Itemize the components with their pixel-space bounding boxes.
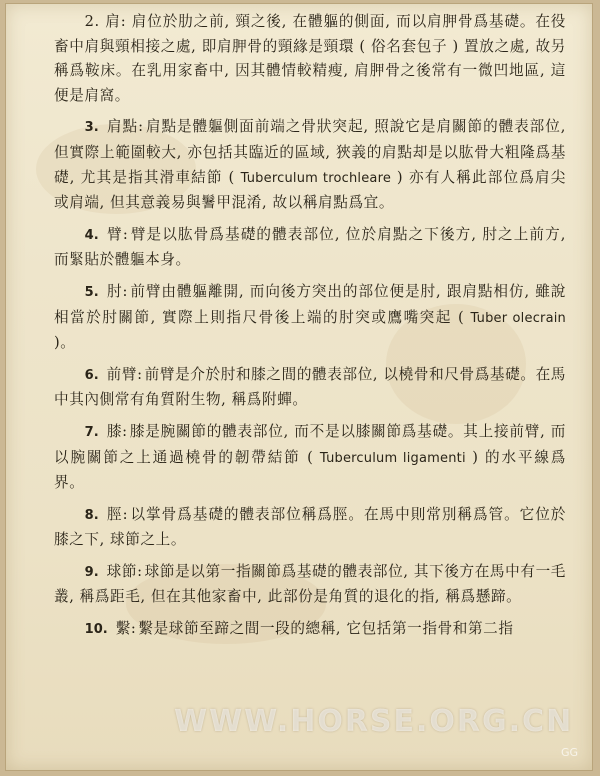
paragraph-text: 繫是球節至蹄之間一段的總稱, 它包括第一指骨和第二指	[138, 620, 514, 638]
item-heading: 膝:	[106, 422, 128, 440]
paragraph-text: 膝是腕關節的體表部位, 而不是以膝關節爲基礎。其上接前臂, 而以腕關節之上通過橈骨的韌帶結節 (	[54, 422, 566, 466]
paragraph-text: )。	[54, 334, 76, 352]
paragraph-text: 以掌骨爲基礎的體表部位稱爲脛。在馬中則常別稱爲管。它位於膝之下, 球節之上。	[54, 505, 566, 549]
latin-term: Tuberculum ligamenti	[319, 450, 466, 466]
item-heading: 繫:	[115, 620, 137, 638]
paragraph-text: 球節是以第一指關節爲基礎的體表部位, 其下後方在馬中有一毛叢, 稱爲距毛, 但在其他家畜中, 此部份是角質的退化的指, 稱爲懸蹄。	[54, 562, 566, 606]
paragraph-text: ) 亦有人稱此部位爲肩尖或肩端, 但其意義易與鬐甲混淆, 故以稱肩點爲宜。	[54, 168, 566, 212]
item-number: 9.	[84, 564, 99, 580]
paragraph-knee	[54, 420, 566, 496]
site-watermark: WWW.HORSE.ORG.CN	[174, 704, 574, 739]
item-number: 5.	[84, 284, 99, 300]
paragraph-fetlock	[54, 560, 566, 610]
item-heading: 臂:	[106, 225, 129, 243]
item-heading: 肩點:	[106, 118, 144, 136]
paragraph-forearm	[54, 363, 566, 413]
paragraph-point-of-shoulder	[54, 115, 566, 215]
paragraph-pastern	[54, 617, 566, 643]
paragraph-text: 前臂由體軀離開, 而向後方突出的部位便是肘, 跟肩點相仿, 雖說相當於肘關節, 實際上則指尺骨後上端的肘突或鷹嘴突起 (	[54, 282, 566, 326]
corner-watermark: GG	[560, 746, 578, 759]
scanned-page	[6, 4, 592, 770]
paragraph-arm	[54, 223, 566, 273]
paragraph-text: 肩點是體軀側面前端之骨狀突起, 照說它是肩關節的體表部位, 但實際上範圍較大, 亦包括其臨近的區域, 狹義的肩點却是以肱骨大粗隆爲基礎, 尤其是指其滑車結節 (	[54, 118, 567, 186]
paragraph-text: 前臂是介於肘和膝之間的體表部位, 以橈骨和尺骨爲基礎。在馬中其內側常有角質附生物, 稱爲附蟬。	[54, 365, 566, 409]
item-heading: 球節:	[106, 562, 143, 580]
item-number: 4.	[84, 227, 99, 243]
item-heading: 前臂:	[106, 365, 143, 383]
item-heading: 脛:	[106, 505, 129, 523]
paragraph-shoulder	[54, 10, 566, 108]
item-number: 8.	[84, 507, 99, 523]
paragraph-text: 臂是以肱骨爲基礎的體表部位, 位於肩點之下後方, 肘之上前方, 而緊貼於體軀本身。	[54, 225, 567, 269]
item-number: 3.	[84, 120, 99, 136]
text-body	[54, 4, 566, 650]
paragraph-cannon	[54, 503, 566, 553]
item-number: 7.	[84, 424, 99, 440]
paragraph-elbow	[54, 280, 566, 356]
item-number: 10.	[84, 622, 108, 638]
paragraph-text: ) 的水平線爲界。	[54, 448, 566, 492]
paragraph-text: 2. 肩: 肩位於肋之前, 頸之後, 在體軀的側面, 而以肩胛骨爲基礎。在役畜中肩與頸相接之處, 即肩胛骨的頸緣是頸環 ( 俗名套包子 ) 置放之處, 故另稱爲鞍床。在乳用家畜中, 因其體情較精瘦, 肩胛骨之後常有一微凹地區, 這便是肩窩。	[54, 13, 566, 104]
item-heading: 肘:	[106, 282, 129, 300]
latin-term: Tuber olecrain	[470, 310, 567, 326]
item-number: 6.	[84, 367, 99, 383]
latin-term: Tuberculum trochleare	[240, 170, 392, 186]
